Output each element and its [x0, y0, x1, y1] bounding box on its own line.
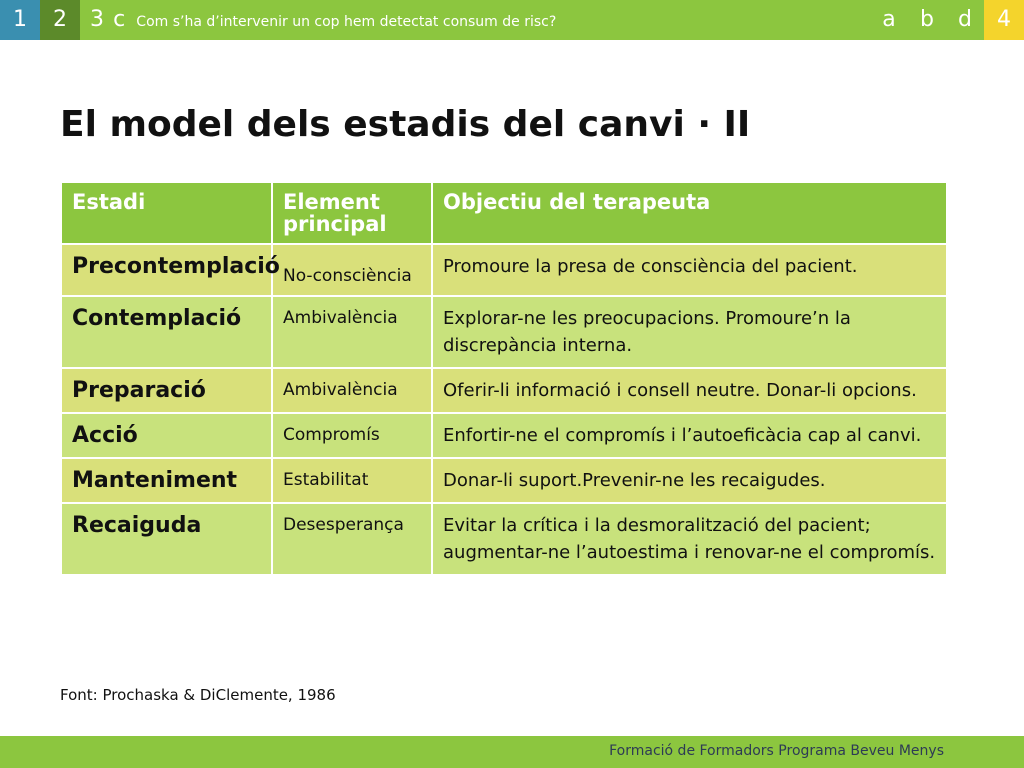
nav-section-title: Com s’ha d’intervenir un cop hem detectat consum de risc? — [136, 14, 557, 30]
header-element: Element principal — [272, 182, 432, 244]
header-stage: Estadi — [61, 182, 272, 244]
footer-bar — [0, 736, 1024, 768]
cell-objective: Explorar-ne les preocupacions. Promoure’n la discrepància interna. — [432, 296, 947, 368]
source-citation: Font: Prochaska & DiClemente, 1986 — [60, 686, 336, 704]
nav-section-2[interactable]: 2 — [40, 0, 80, 40]
table-row — [61, 503, 947, 575]
cell-stage: Recaiguda — [61, 503, 272, 575]
cell-element: No-consciència — [272, 244, 432, 296]
table-row — [61, 296, 947, 368]
table-row — [61, 244, 947, 296]
cell-element: Ambivalència — [272, 368, 432, 413]
cell-stage: Acció — [61, 413, 272, 458]
nav-subsection-letter: c — [113, 7, 126, 32]
cell-element: Compromís — [272, 413, 432, 458]
cell-objective: Promoure la presa de consciència del pacient. — [432, 244, 947, 296]
cell-objective: Enfortir-ne el compromís i l’autoeficàcia cap al canvi. — [432, 413, 947, 458]
top-nav-bar — [0, 0, 1024, 40]
table-row — [61, 458, 947, 503]
table-row — [61, 368, 947, 413]
nav-subsection-b[interactable]: b — [920, 7, 934, 32]
header-objective: Objectiu del terapeuta — [432, 182, 947, 244]
cell-stage: Preparació — [61, 368, 272, 413]
cell-objective: Oferir-li informació i consell neutre. Donar-li opcions. — [432, 368, 947, 413]
cell-stage: Manteniment — [61, 458, 272, 503]
table-header-row — [61, 182, 947, 244]
table-row — [61, 413, 947, 458]
stages-of-change-table — [60, 181, 948, 576]
nav-subsection-a[interactable]: a — [882, 7, 896, 32]
cell-element: Desesperança — [272, 503, 432, 575]
cell-objective: Donar-li suport.Prevenir-ne les recaigudes. — [432, 458, 947, 503]
cell-stage: Precontemplació — [61, 244, 272, 296]
nav-section-4[interactable]: 4 — [984, 0, 1024, 40]
nav-subsection-links — [870, 0, 984, 40]
nav-section-1[interactable]: 1 — [0, 0, 40, 40]
footer-text: Formació de Formadors Programa Beveu Menys — [609, 743, 944, 759]
nav-section-3-number: 3 — [90, 7, 104, 32]
cell-stage: Contemplació — [61, 296, 272, 368]
slide-title: El model dels estadis del canvi · II — [60, 104, 751, 145]
cell-objective: Evitar la crítica i la desmoralització del pacient; augmentar-ne l’autoestima i renovar-ne el compromís. — [432, 503, 947, 575]
nav-section-3-current[interactable] — [80, 0, 556, 40]
cell-element: Estabilitat — [272, 458, 432, 503]
nav-subsection-d[interactable]: d — [958, 7, 972, 32]
cell-element: Ambivalència — [272, 296, 432, 368]
